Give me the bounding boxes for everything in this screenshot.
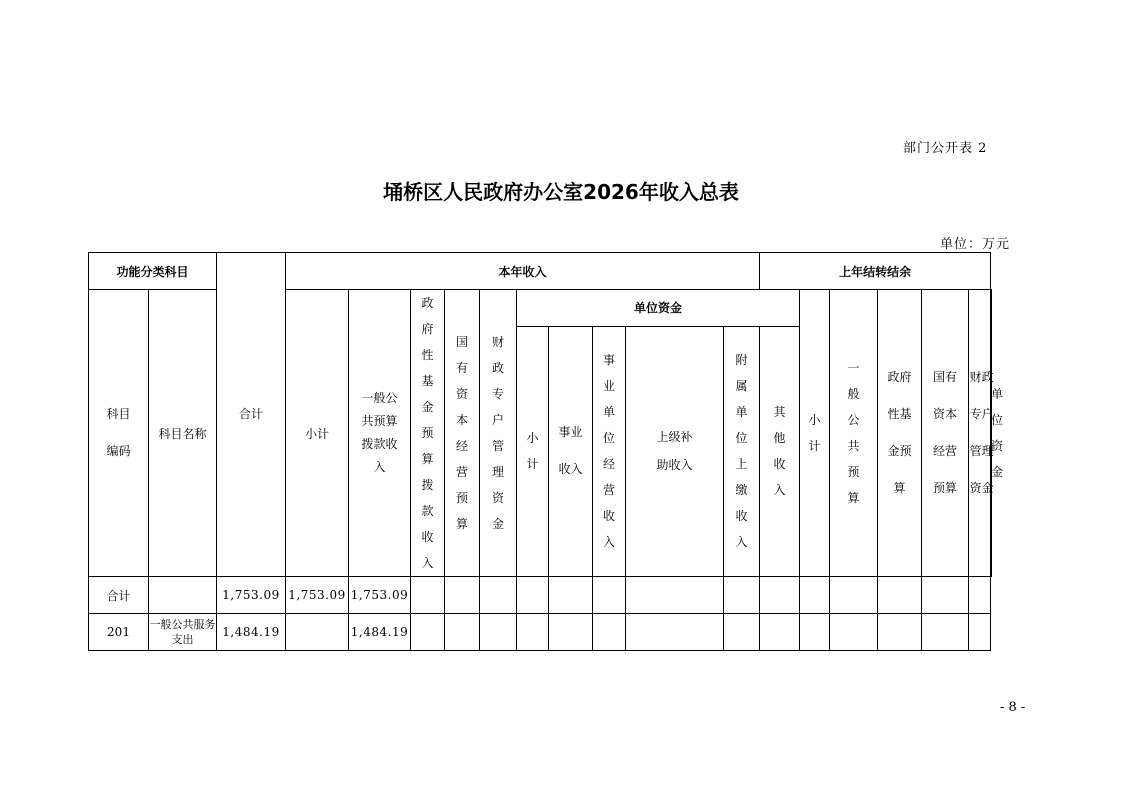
cell-empty bbox=[593, 614, 626, 651]
header-cy-fiscal-special: 财政专户管理资金 bbox=[480, 290, 517, 577]
page-title: 埇桥区人民政府办公室2026年收入总表 bbox=[383, 180, 739, 204]
cell-empty bbox=[549, 614, 593, 651]
header-py-gov-fund: 政府性基金预算 bbox=[878, 290, 922, 577]
cell-empty bbox=[878, 614, 922, 651]
header-cy-subtotal: 小计 bbox=[286, 290, 349, 577]
cell-empty bbox=[480, 614, 517, 651]
header-uf-superior: 上级补助收入 bbox=[626, 326, 724, 577]
cell-empty bbox=[800, 577, 830, 614]
header-uf-operating: 事业单位经营收入 bbox=[593, 326, 626, 577]
cell-code: 201 bbox=[89, 614, 149, 651]
cell-empty bbox=[800, 614, 830, 651]
cell-empty bbox=[411, 614, 445, 651]
header-uf-affiliated: 附属单位上缴收入 bbox=[724, 326, 760, 577]
cell-empty bbox=[549, 577, 593, 614]
form-number: 部门公开表 2 bbox=[903, 141, 988, 156]
cell-empty bbox=[830, 577, 878, 614]
cell-empty bbox=[724, 614, 760, 651]
table-row bbox=[89, 614, 992, 651]
cell-empty bbox=[969, 577, 991, 614]
header-py-general-budget: 一般公共预算 bbox=[830, 290, 878, 577]
cell-empty bbox=[760, 614, 800, 651]
cell-cy-general-budget: 1,753.09 bbox=[349, 577, 411, 614]
header-cy-state-capital: 国有资本经营预算 bbox=[445, 290, 480, 577]
cell-empty bbox=[922, 614, 969, 651]
header-unit-funds: 单位资金 bbox=[517, 290, 800, 327]
cell-empty bbox=[593, 577, 626, 614]
page-number: - 8 - bbox=[1000, 700, 1026, 715]
header-uf-subtotal: 小计 bbox=[517, 326, 549, 577]
header-py-subtotal: 小计 bbox=[800, 290, 830, 577]
cell-empty bbox=[626, 577, 724, 614]
header-subject-code: 科目编码 bbox=[89, 290, 149, 577]
header-cy-gov-fund: 政府性基金预算拨款收入 bbox=[411, 290, 445, 577]
header-cy-general-budget: 一般公共预算拨款收入 bbox=[349, 290, 411, 577]
header-uf-business: 事业收入 bbox=[549, 326, 593, 577]
cell-empty bbox=[969, 614, 991, 651]
unit-label: 单位：万元 bbox=[940, 237, 1011, 252]
cell-empty bbox=[517, 614, 549, 651]
header-total: 合计 bbox=[217, 253, 286, 577]
cell-name bbox=[149, 577, 217, 614]
header-py-fiscal-special: 财政专户管理资金 bbox=[969, 290, 991, 577]
cell-empty bbox=[724, 577, 760, 614]
cell-cy-subtotal bbox=[286, 614, 349, 651]
header-py-state-capital: 国有资本经营预算 bbox=[922, 290, 969, 577]
header-functional-category: 功能分类科目 bbox=[89, 253, 217, 290]
cell-empty bbox=[760, 577, 800, 614]
cell-empty bbox=[830, 614, 878, 651]
header-prior-year-carryover: 上年结转结余 bbox=[760, 253, 991, 290]
cell-name: 一般公共服务支出 bbox=[149, 614, 217, 651]
cell-empty bbox=[445, 577, 480, 614]
table-row bbox=[89, 577, 992, 614]
cell-cy-subtotal: 1,753.09 bbox=[286, 577, 349, 614]
cell-empty bbox=[517, 577, 549, 614]
cell-empty bbox=[445, 614, 480, 651]
cell-empty bbox=[411, 577, 445, 614]
cell-empty bbox=[922, 577, 969, 614]
header-py-unit-funds: 单位资金 bbox=[991, 387, 1004, 479]
header-uf-other: 其他收入 bbox=[760, 326, 800, 577]
header-subject-name: 科目名称 bbox=[149, 290, 217, 577]
cell-cy-general-budget: 1,484.19 bbox=[349, 614, 411, 651]
cell-code: 合计 bbox=[89, 577, 149, 614]
cell-empty bbox=[626, 614, 724, 651]
cell-empty bbox=[878, 577, 922, 614]
cell-empty bbox=[480, 577, 517, 614]
header-current-year-revenue: 本年收入 bbox=[286, 253, 760, 290]
cell-total: 1,484.19 bbox=[217, 614, 286, 651]
cell-total: 1,753.09 bbox=[217, 577, 286, 614]
revenue-table-main bbox=[88, 252, 1004, 651]
